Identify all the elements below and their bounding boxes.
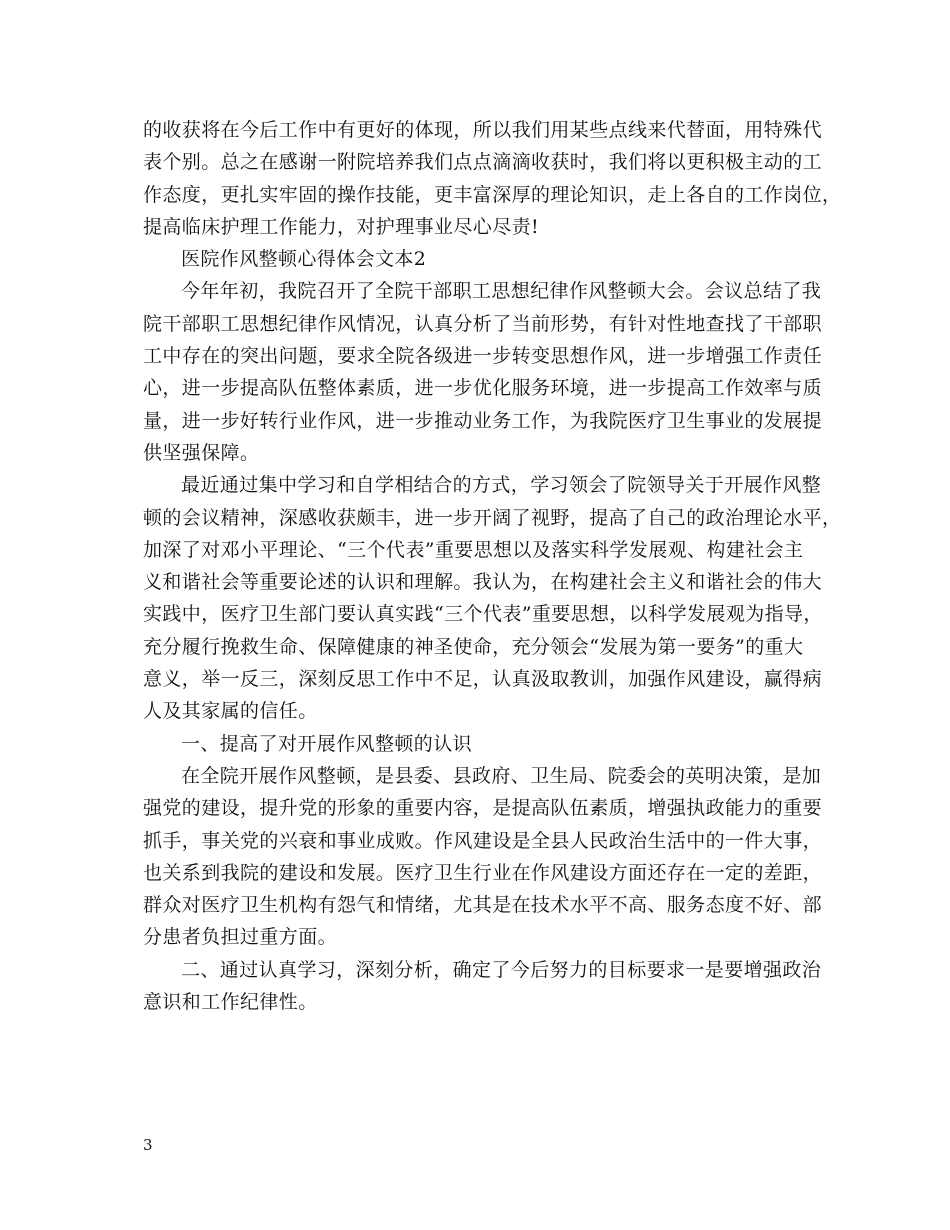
text-line: 也关系到我院的建设和发展。医疗卫生行业在作风建设方面还存在一定的差距， [143,861,823,884]
text-line: 充分履行挽救生命、保障健康的神圣使命，充分领会“发展为第一要务”的重大 [143,635,804,658]
section-heading: 一、提高了对开展作风整顿的认识 [181,732,473,755]
text-line: 加深了对邓小平理论、“三个代表”重要思想以及落实科学发展观、构建社会主 [143,538,804,561]
text-line: 群众对医疗卫生机构有怨气和情绪，尤其是在技术水平不高、服务态度不好、部 [143,894,823,917]
text-line: 最近通过集中学习和自学相结合的方式，学习领会了院领导关于开展作风整 [181,474,822,497]
document-body [143,114,842,1018]
text-line: 作态度，更扎实牢固的操作技能，更丰富深厚的理论知识，走上各自的工作岗位， [143,183,842,206]
section-heading: 二、通过认真学习，深刻分析，确定了今后努力的目标要求一是要增强政治 [181,958,822,981]
text-line: 在全院开展作风整顿，是县委、县政府、卫生局、院委会的英明决策，是加 [181,764,822,787]
text-line: 义和谐社会等重要论述的认识和理解。我认为，在构建社会主义和谐社会的伟大 [143,571,823,594]
text-line: 强党的建设，提升党的形象的重要内容，是提高队伍素质，增强执政能力的重要 [143,797,823,820]
text-line: 院干部职工思想纪律作风情况，认真分析了当前形势，有针对性地查找了干部职 [143,312,823,335]
text-line: 意义，举一反三，深刻反思工作中不足，认真汲取教训，加强作风建设，赢得病 [143,668,823,691]
text-line: 表个别。总之在感谢一附院培养我们点点滴滴收获时，我们将以更积极主动的工 [143,151,823,174]
text-line: 供坚强保障。 [143,441,260,464]
text-line: 实践中，医疗卫生部门要认真实践“三个代表”重要思想，以科学发展观为指导， [143,603,823,626]
text-line: 顿的会议精神，深感收获颇丰，进一步开阔了视野，提高了自己的政治理论水平， [143,506,842,529]
text-line: 今年年初，我院召开了全院干部职工思想纪律作风整顿大会。会议总结了我 [181,280,822,303]
page-number: 3 [143,1136,153,1154]
section-heading: 医院作风整顿心得体会文本2 [181,248,427,271]
text-line: 抓手，事关党的兴衰和事业成败。作风建设是全县人民政治生活中的一件大事， [143,829,823,852]
text-line: 心，进一步提高队伍整体素质，进一步优化服务环境，进一步提高工作效率与质 [143,377,823,400]
text-line: 分患者负担过重方面。 [143,926,338,949]
text-line: 人及其家属的信任。 [143,700,318,723]
text-line: 的收获将在今后工作中有更好的体现，所以我们用某些点线来代替面，用特殊代 [143,119,823,141]
text-line: 量，进一步好转行业作风，进一步推动业务工作，为我院医疗卫生事业的发展提 [143,409,823,432]
text-line: 工中存在的突出问题，要求全院各级进一步转变思想作风，进一步增强工作责任 [143,345,823,368]
text-line: 意识和工作纪律性。 [143,991,318,1014]
text-line: 提高临床护理工作能力，对护理事业尽心尽责! [143,215,540,238]
